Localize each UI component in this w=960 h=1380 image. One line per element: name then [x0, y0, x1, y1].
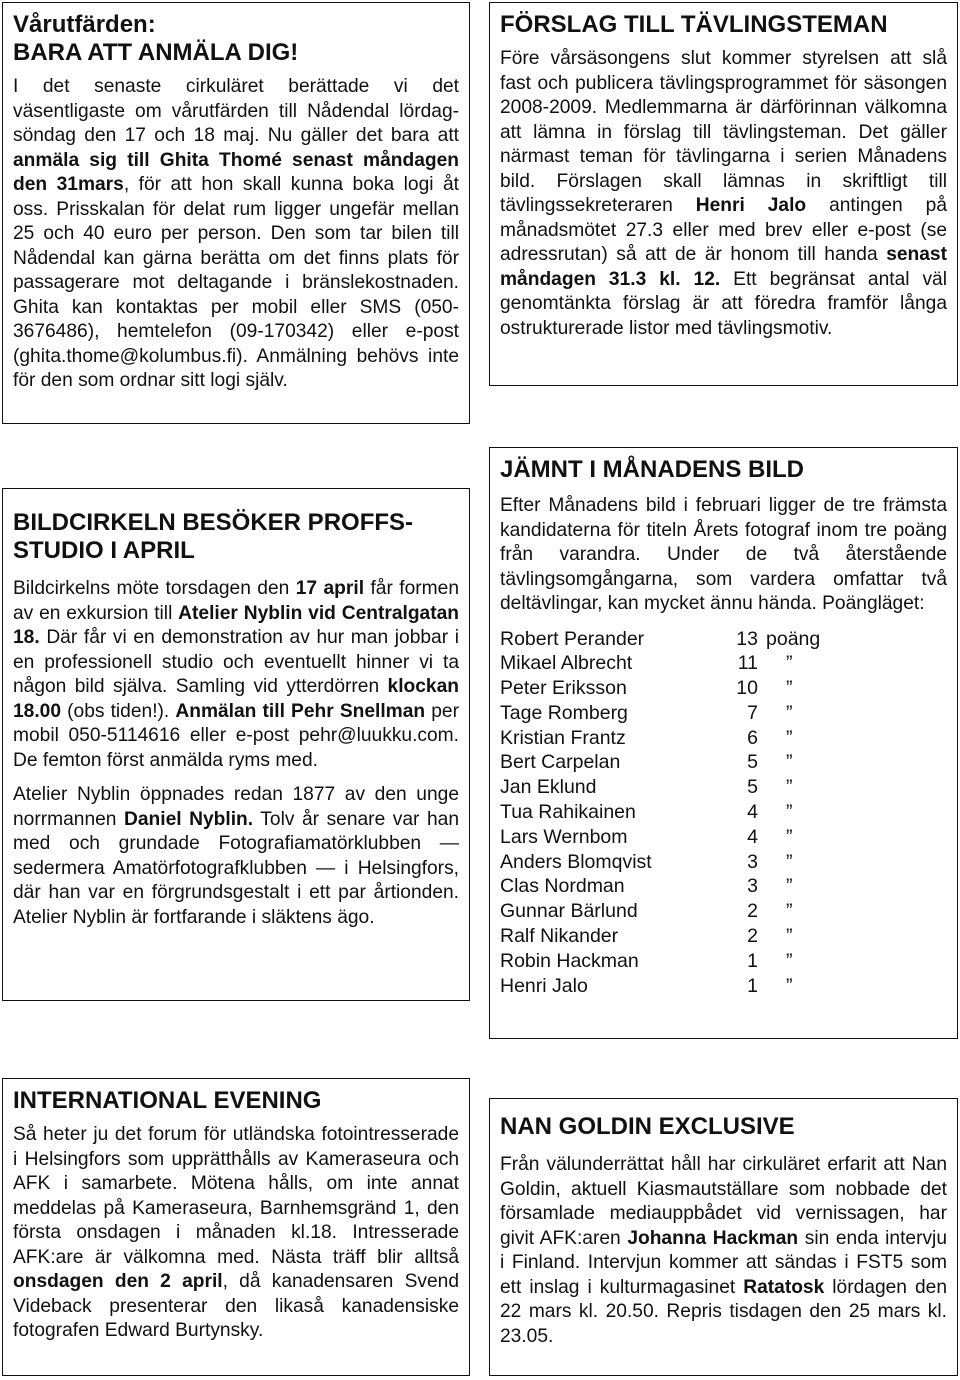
article-nan-goldin: [489, 1098, 958, 1376]
paragraph: [13, 783, 459, 930]
standings-unit: ”: [786, 751, 793, 774]
title-line-1: Vårutfärden:: [13, 11, 156, 38]
standings-points: 4: [747, 825, 758, 848]
body-text: Tolv år senare var han med och grundade Fotografiamatörklubben — sedermera Amatörfotografklubben — i Helsingfors, där han var en förgrundsgestalt i ett par årtionden. Atelier Nyblin är fortfarande i släktens ägo.: [13, 808, 460, 928]
standings-name: Mikael Albrecht: [500, 652, 633, 675]
standings-unit: ”: [786, 652, 793, 675]
body-text: lördagen den 22 mars kl. 20.50. Repris tisdagen den 25 mars kl. 23.05.: [500, 1276, 948, 1347]
standings-row: [500, 775, 947, 800]
standings-table: [500, 627, 947, 999]
standings-unit: ”: [786, 925, 793, 948]
standings-name: Clas Nordman: [500, 875, 625, 898]
article-title: [13, 509, 459, 565]
article-international-evening: [2, 1078, 470, 1376]
body-text: Före vårsäsongens slut kommer styrelsen att slå fast och publicera tävlingsprogrammet för säsongen 2008-2009. Medlemmarna är därförinnan välkomna att lämna in förslag till tävlingsteman. Det gäller närmast teman för tävlingarna i serien Månadens bild. Förslagen skall lämnas in skriftligt till tävlingssekreteraren: [500, 48, 947, 216]
article-monthly-picture: [489, 447, 958, 1039]
body-bold: Anmälan till Pehr Snellman: [175, 700, 426, 722]
standings-unit: poäng: [766, 627, 821, 650]
standings-row: [500, 726, 947, 751]
body-text: , då kanadensaren Svend Videback presenterar den likaså kanadensiske fotografen Edward Burtynsky.: [13, 1271, 459, 1341]
standings-row: [500, 651, 947, 676]
body-bold: Johanna Hackman: [627, 1227, 799, 1249]
standings-name: Robert Perander: [500, 627, 645, 650]
standings-points: 13: [736, 627, 758, 650]
standings-name: Kristian Frantz: [500, 726, 626, 749]
standings-points: 2: [747, 900, 758, 923]
body-text: (obs tiden!).: [61, 700, 176, 722]
body-text: per mobil 050-5114616 eller e-post pehr@luukku.com. De femton först anmälda ryms med.: [13, 700, 459, 771]
standings-row: [500, 874, 947, 899]
body-bold: onsdagen den 2 april: [13, 1271, 223, 1292]
standings-unit: ”: [786, 850, 793, 873]
standings-points: 2: [747, 925, 758, 948]
article-photo-circle: [2, 488, 470, 1001]
standings-unit: ”: [786, 875, 793, 898]
body-text: Så heter ju det forum för utländska fotointresserade i Helsingfors som upprätthålls av Kameraseura och AFK i samarbete. Mötena hålls, om inte annat meddelas på Kameraseura, Barnhemsgränd 1, den första onsdagen i månaden kl.18. Intresserade AFK:are är välkomna med. Nästa träff blir alltså: [13, 1124, 459, 1268]
article-title: JÄMNT I MÅNADENS BILD: [500, 456, 804, 483]
article-body: [13, 577, 459, 930]
standings-row: [500, 800, 947, 825]
standings-name: Anders Blomqvist: [500, 850, 652, 873]
standings-name: Robin Hackman: [500, 949, 639, 972]
standings-name: Henri Jalo: [500, 974, 588, 997]
body-bold: Ratatosk: [743, 1276, 825, 1298]
body-bold: Atelier Nyblin vid Centralgatan 18.: [13, 602, 460, 648]
standings-unit: ”: [786, 825, 793, 848]
body-text: I det senaste cirkuläret berättade vi det väsentligaste om vårutfärden till Nådendal lördag-söndag den 17 och 18 maj. Nu gäller det bara att: [13, 76, 459, 146]
body-text: Från välunderrättat håll har cirkuläret erfarit att Nan Goldin, aktuell Kiasmautställare som nobbade det församlade mediauppbådet vid vernissagen, har givit AFK:aren: [500, 1154, 947, 1249]
standings-row: [500, 949, 947, 974]
standings-name: Tua Rahikainen: [500, 801, 636, 824]
body-bold: 17 april: [295, 578, 365, 599]
article-body: [13, 1123, 459, 1344]
standings-row: [500, 924, 947, 949]
body-text: , för att hon skall kunna boka logi åt oss. Prisskalan för delat rum ligger ungefär mellan 25 och 40 euro per person. Den som tar bilen till Nådendal kan gärna berätta om det finns plats för passagerare mot deltagande i bränslekostnaden. Ghita kan kontaktas per mobil eller SMS (050-3676486), hemtelefon (09-170342) eller e-post (ghita.thome@kolumbus.fi). Anmälning behövs inte för den som ordnar sitt logi själv.: [13, 174, 460, 391]
article-body: Efter Månadens bild i februari ligger de tre främsta kandidaterna för titeln Årets fotograf inom tre poäng från varandra. Under de två återstående tävlingsomgångarna, som vardera omfattar två deltävlingar, kan mycket ännu hända. Poängläget:: [500, 495, 947, 614]
article-title: INTERNATIONAL EVENING: [13, 1087, 322, 1114]
article-spring-trip: [2, 2, 470, 424]
standings-unit: ”: [786, 949, 793, 972]
title-line-1: BILDCIRKELN BESÖKER PROFFS-: [13, 509, 414, 536]
standings-points: 3: [747, 850, 758, 873]
body-text: får formen av en exkursion till: [13, 578, 460, 624]
standings-name: Tage Romberg: [500, 701, 628, 724]
standings-unit: ”: [786, 974, 793, 997]
standings-unit: ”: [786, 701, 793, 724]
standings-unit: ”: [786, 900, 793, 923]
title-line-2: STUDIO I APRIL: [13, 537, 195, 564]
standings-points: 5: [747, 751, 758, 774]
paragraph: [13, 577, 459, 773]
title-line-2: BARA ATT ANMÄLA DIG!: [13, 39, 299, 66]
standings-name: Gunnar Bärlund: [500, 900, 638, 923]
article-title: NAN GOLDIN EXCLUSIVE: [500, 1113, 795, 1140]
body-bold: anmäla sig till Ghita Thomé senast måndagen den 31mars: [13, 149, 459, 195]
standings-row: [500, 850, 947, 875]
body-text: Ett begränsat antal väl genomtänkta förslag är att föredra framför långa ostrukturerade listor med tävlingsmotiv.: [500, 268, 947, 339]
standings-name: Bert Carpelan: [500, 751, 621, 774]
standings-points: 3: [747, 875, 758, 898]
standings-row: [500, 825, 947, 850]
article-body: [13, 75, 459, 394]
standings-points: 10: [736, 677, 758, 700]
article-title: FÖRSLAG TILL TÄVLINGSTEMAN: [500, 11, 888, 38]
standings-row: [500, 701, 947, 726]
body-text: Där får vi en demonstration av hur man jobbar i en professionell studio och eventuellt hinner vi ta någon bild själva. Samling vid ytterdörren: [13, 627, 459, 697]
standings-points: 6: [747, 726, 758, 749]
article-title: [13, 11, 459, 67]
standings-name: Jan Eklund: [500, 776, 597, 799]
body-bold: Daniel Nyblin.: [124, 808, 254, 830]
standings-points: 11: [737, 652, 758, 675]
standings-unit: ”: [786, 776, 793, 799]
standings-points: 1: [747, 949, 758, 972]
standings-row: [500, 899, 947, 924]
standings-row: [500, 676, 947, 701]
standings-name: Peter Eriksson: [500, 677, 627, 700]
article-competition-themes: [489, 2, 958, 386]
standings-name: Lars Wernbom: [500, 825, 628, 848]
body-bold: Henri Jalo: [695, 195, 807, 216]
standings-points: 4: [747, 801, 758, 824]
standings-row: [500, 974, 947, 999]
body-text: Atelier Nyblin öppnades redan 1877 av den unge norrmannen: [13, 784, 459, 830]
standings-name: Ralf Nikander: [500, 925, 619, 948]
standings-points: 7: [747, 701, 758, 724]
body-text: antingen på månadsmötet 27.3 eller med brev eller e-post (se adressrutan) så att de är honom till handa: [500, 195, 948, 265]
standings-row: [500, 750, 947, 775]
body-bold: klockan 18.00: [13, 676, 459, 722]
article-body: [500, 1153, 947, 1349]
standings-row: [500, 627, 947, 652]
article-body: [500, 47, 947, 341]
body-text: Bildcirkelns möte torsdagen den: [13, 578, 296, 599]
standings-points: 1: [747, 974, 758, 997]
body-bold: senast måndagen 31.3 kl. 12.: [500, 244, 947, 290]
standings-unit: ”: [786, 801, 793, 824]
body-text: sin enda intervju i Finland. Intervjun kommer att sändas i FST5 som ett inslag i kulturmagasinet: [500, 1227, 947, 1298]
standings-points: 5: [747, 776, 758, 799]
standings-unit: ”: [786, 677, 793, 700]
standings-unit: ”: [786, 726, 793, 749]
